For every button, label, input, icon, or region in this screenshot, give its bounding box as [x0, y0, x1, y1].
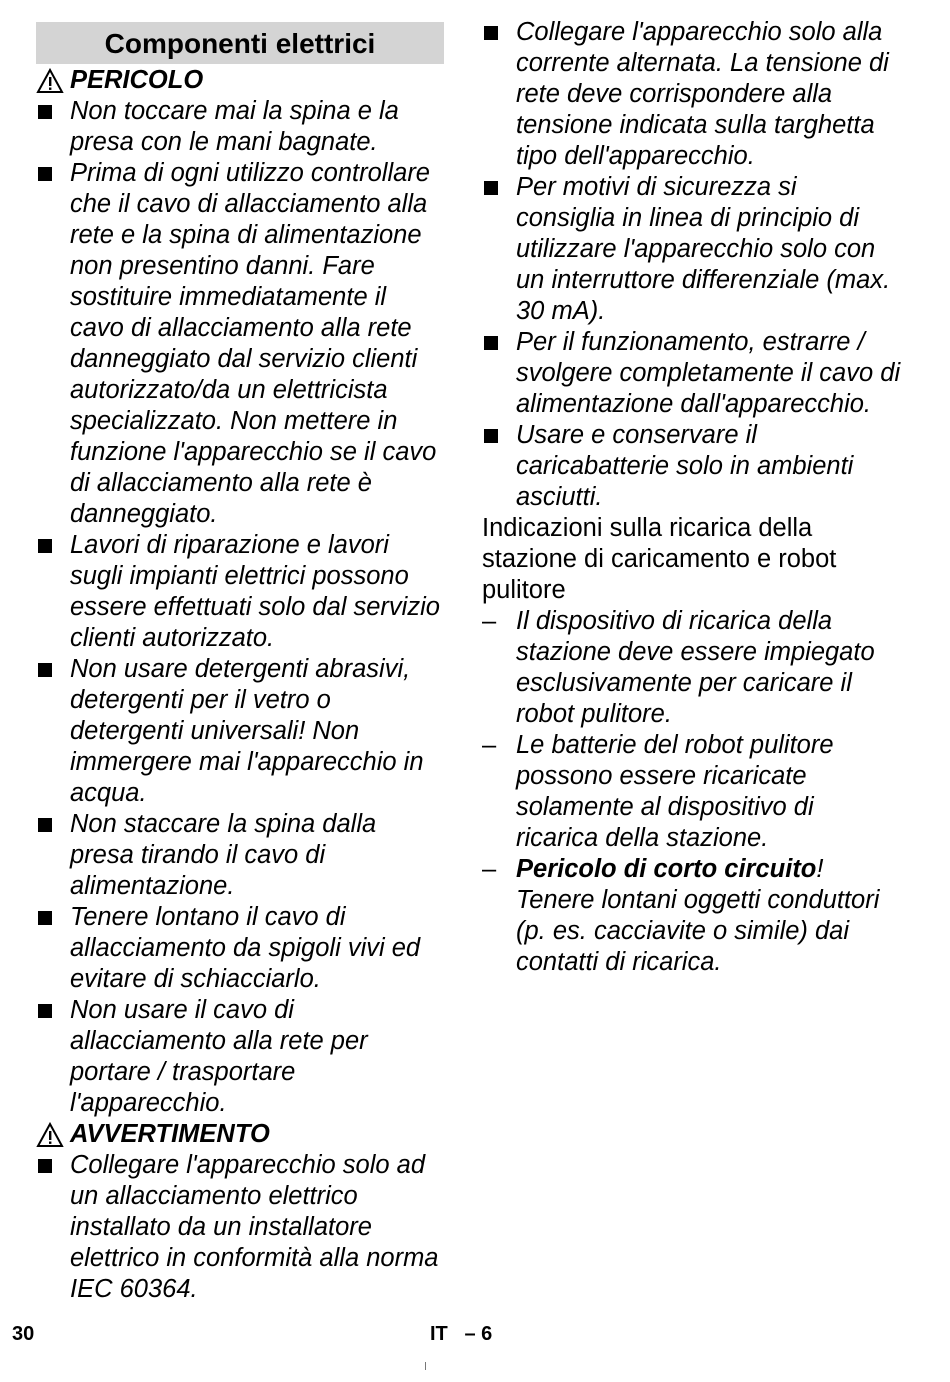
- list-item: Lavori di riparazione e lavori sugli impianti elettrici possono essere effettuati solo dal servizio clienti autorizzato.: [36, 530, 444, 654]
- list-item: Non usare il cavo di allacciamento alla rete per portare / trasportare l'apparecchio.: [36, 995, 444, 1119]
- square-bullet-icon: [484, 181, 498, 195]
- warning-heading: [36, 1119, 444, 1150]
- section-page-label: IT – 6: [430, 1323, 493, 1345]
- dash-marker: –: [482, 855, 497, 883]
- square-bullet-icon: [484, 336, 498, 350]
- page-number: 30: [12, 1323, 35, 1345]
- list-item: Usare e conservare il caricabatterie solo in ambienti asciutti.: [482, 420, 902, 513]
- charging-intro: Indicazioni sulla ricarica della stazione di caricamento e robot pulitore: [482, 514, 837, 604]
- warning-heading-label: AVVERTIMENTO: [70, 1120, 270, 1148]
- short-circuit-warning: Pericolo di corto circuito: [516, 855, 817, 883]
- list-item: Tenere lontano il cavo di allacciamento da spigoli vivi ed evitare di schiacciarlo.: [36, 902, 444, 995]
- warning-triangle-icon: [36, 1122, 64, 1148]
- dash-marker: –: [482, 607, 497, 635]
- square-bullet-icon: [38, 1004, 52, 1018]
- list-item: Non toccare mai la spina e la presa con le mani bagnate.: [36, 96, 444, 158]
- danger-heading: [36, 65, 444, 96]
- list-item: Prima di ogni utilizzo controllare che il cavo di allacciamento alla rete e la spina di alimentazione non presentino danni. Fare sostituire immediatamente il cavo di allacciamento alla rete danneggiato dal servizio clienti autorizzato/da un elettricista specializzato. Non mettere in funzione l'apparecchio se il cavo di allacciamento alla rete è danneggiato.: [36, 158, 444, 530]
- square-bullet-icon: [38, 167, 52, 181]
- square-bullet-icon: [38, 539, 52, 553]
- dash-list-item: – Le batterie del robot pulitore possono essere ricaricate solamente al dispositivo di ricarica della stazione.: [482, 731, 834, 852]
- danger-heading-label: PERICOLO: [70, 66, 204, 94]
- square-bullet-icon: [38, 105, 52, 119]
- warning-triangle-icon: [36, 68, 64, 94]
- list-item: Collegare l'apparecchio solo alla corrente alternata. La tensione di rete deve corrispondere alla tensione indicata sulla targhetta tipo dell'apparecchio.: [482, 17, 902, 172]
- list-item: Per motivi di sicurezza si consiglia in linea di principio di utilizzare l'apparecchio solo con un interruttore differenziale (max. 30 mA).: [482, 172, 902, 327]
- section-title: Componenti elettrici: [36, 22, 444, 64]
- list-item: Per il funzionamento, estrarre / svolgere completamente il cavo di alimentazione dall'apparecchio.: [482, 327, 902, 420]
- page-mark: [425, 1362, 426, 1370]
- square-bullet-icon: [38, 911, 52, 925]
- list-item: Non usare detergenti abrasivi, detergenti per il vetro o detergenti universali! Non immergere mai l'apparecchio in acqua.: [36, 654, 444, 809]
- dash-marker: –: [482, 731, 497, 759]
- square-bullet-icon: [484, 26, 498, 40]
- right-column: [482, 17, 902, 978]
- square-bullet-icon: [484, 429, 498, 443]
- square-bullet-icon: [38, 818, 52, 832]
- dash-list-item: – Il dispositivo di ricarica della stazione deve essere impiegato esclusivamente per caricare il robot pulitore.: [482, 607, 875, 728]
- square-bullet-icon: [38, 1159, 52, 1173]
- left-column: [36, 22, 444, 1305]
- dash-list-item: – Pericolo di corto circuito! Tenere lontani oggetti conduttori (p. es. cacciavite o simile) dai contatti di ricarica.: [482, 855, 880, 976]
- list-item: Non staccare la spina dalla presa tirando il cavo di alimentazione.: [36, 809, 444, 902]
- square-bullet-icon: [38, 663, 52, 677]
- list-item: Collegare l'apparecchio solo ad un allacciamento elettrico installato da un installatore elettrico in conformità alla norma IEC 60364.: [36, 1150, 444, 1305]
